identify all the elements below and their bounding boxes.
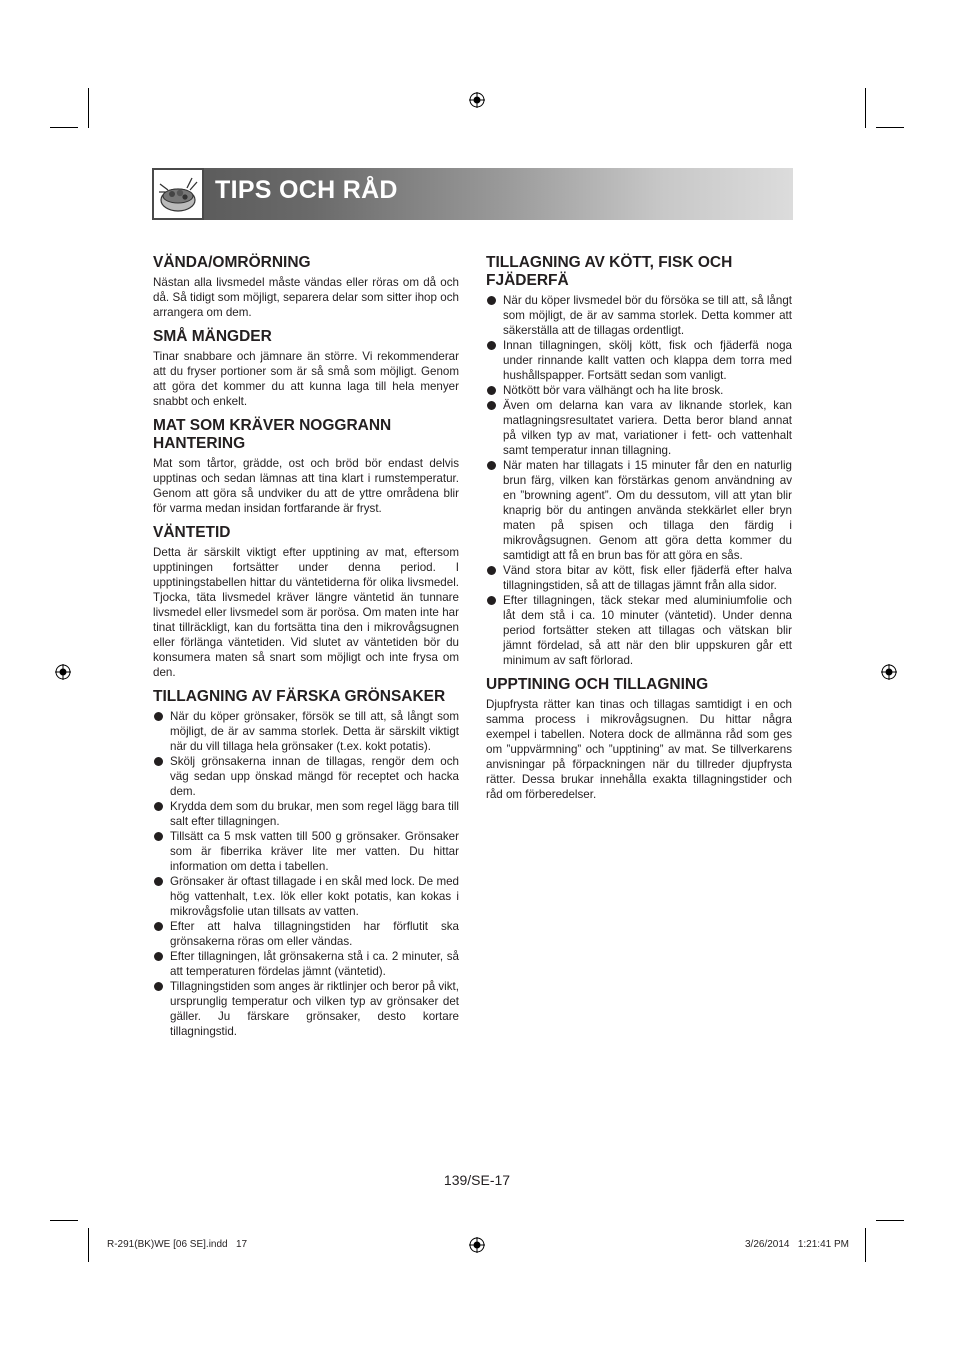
left-column [153,254,459,1047]
crop-mark [876,1220,904,1221]
list-item-text: Tillsätt ca 5 msk vatten till 500 g grönsaker. Grönsaker som är fiberrika kräver lite mer vatten. Du hittar information om detta i tabellen. [170,830,459,873]
bullet-icon [487,401,496,410]
list-item [153,949,459,979]
list-item [153,829,459,874]
list-item-text: Efter att halva tillagningstiden har förflutit ska grönsakerna röras om eller vändas. [170,920,459,948]
section-paragraph: Nästan alla livsmedel måste vändas eller röras om då och då. Så tidigt som möjligt, separera delar som sitter ihop och arrangera om dem. [153,276,459,319]
bullet-icon [154,712,163,721]
bullet-icon [154,982,163,991]
list-item [486,293,792,338]
page-title: TIPS OCH RÅD [215,176,398,204]
crop-mark [50,127,78,128]
crop-mark [876,127,904,128]
bullet-icon [487,296,496,305]
list-item [486,338,792,383]
bullet-icon [487,386,496,395]
vegetable-bowl-icon [152,168,204,220]
registration-mark-icon [55,664,71,680]
bullet-icon [154,757,163,766]
crop-mark [865,1228,866,1262]
list-item-text: Nötkött bör vara välhängt och ha lite brosk. [503,384,724,397]
registration-mark-icon [881,664,897,680]
list-item [153,709,459,754]
list-item [486,593,792,668]
list-item [153,754,459,799]
section-vantetid [153,524,459,680]
list-item-text: Tillagningstiden som anges är riktlinjer och beror på vikt, ursprunglig temperatur och vilken typ av grönsaker det gäller. Ju färskare grönsaker, desto kortare tillagningstid. [170,980,459,1038]
bullet-icon [154,802,163,811]
section-heading: MAT SOM KRÄVER NOGGRANN HANTERING [153,417,392,452]
list-item-text: Skölj grönsakerna innan de tillagas, rengör dem och väg sedan upp önskad mängd för receptet och hacka dem. [170,755,459,798]
section-heading: SMÅ MÄNGDER [153,328,272,345]
section-paragraph: Djupfrysta rätter kan tinas och tillagas samtidigt i en och samma process i mikrovågsugnen. Du hittar några exempel i tabellen. Notera dock de allmänna råd som ges om ”uppvärmning” och ”upptining” av mat. Se tillverkarens anvisningar på förpackningen när du tillreder djupfrysta rätter. Dessa brukar innehålla exakta tillagningstider och råd om förberedelser. [486,698,792,801]
section-paragraph: Detta är särskilt viktigt efter upptining av mat, eftersom upptiningen fortsätter under denna period. I upptiningstabellen hittar du väntetiderna för olika livsmedel. Tjocka, täta livsmedel kräver längre väntetid än tunnare livsmedel eller livsmedel som är porösa. Om maten inte har tinat tillräckligt, kan du fortsätta tina den i mikrovågsugnen eller förlänga väntetiden. Vid slutet av väntetiden bör du konsumera maten så snart som möjligt och inte frysa om den. [153,546,459,679]
section-mat-noggrann [153,417,459,516]
registration-mark-icon [469,1237,485,1253]
bullet-icon [154,832,163,841]
crop-mark [50,1220,78,1221]
bullet-icon [154,922,163,931]
section-paragraph: Mat som tårtor, grädde, ost och bröd bör endast delvis upptinas och sedan lämnas att tina klart i rumstemperatur. Genom att göra så undviker du att de yttre områdena blir för varma medan insidan fortfarande är fryst. [153,457,459,515]
crop-mark [88,1228,89,1262]
list-item [153,799,459,829]
list-item-text: När maten har tillagats i 15 minuter får den en naturlig brun färg, vilken kan förstärkas genom användning av en ”browning agent”. Om du dessutom, vill att ytan blir knaprig bör du antingen använda stekkärlet eller bryn maten på spisen och tillaga den färdig i mikrovågsugnen. Genom att göra detta kommer du samtidigt att få en brun bas för att göra en sås. [503,459,792,562]
section-gronsaker [153,688,459,1039]
bullet-icon [154,877,163,886]
crop-mark [88,88,89,128]
section-heading: TILLAGNING AV FÄRSKA GRÖNSAKER [153,688,446,705]
section-sma-mangder [153,328,459,409]
bullet-icon [487,566,496,575]
section-heading: VÄNDA/OMRÖRNING [153,254,311,271]
timestamp: 3/26/2014 1:21:41 PM [745,1239,849,1250]
bullet-icon [487,341,496,350]
list-item-text: Efter tillagningen, låt grönsakerna stå i ca. 2 minuter, så att temperaturen fördelas jämnt (väntetid). [170,950,459,978]
section-heading: TILLAGNING AV KÖTT, FISK OCH FJÄDERFÄ [486,254,733,289]
list-item-text: Krydda dem som du brukar, men som regel lägg bara till salt efter tillagningen. [170,800,459,828]
page-number: 139/SE-17 [443,1172,511,1188]
list-item [486,383,792,398]
registration-mark-icon [469,92,485,108]
list-item-text: Vänd stora bitar av kött, fisk eller fjäderfä efter halva tillagningstiden, så att de tillagas jämnt från alla sidor. [503,564,792,592]
bullet-icon [154,952,163,961]
file-slug: R-291(BK)WE [06 SE].indd 17 [107,1239,248,1250]
list-item-text: Grönsaker är oftast tillagade i en skål med lock. De med hög vattenhalt, t.ex. lök eller kokt potatis, kan kokas i mikrovågsfolie utan tillsats av vatten. [170,875,459,918]
bullet-list [153,709,459,1039]
list-item-text: Innan tillagningen, skölj kött, fisk och fjäderfä noga under rinnande kallt vatten och klappa dem torra med hushållspapper. Fortsätt sedan som vanligt. [503,339,792,382]
section-vanda [153,254,459,320]
list-item [153,919,459,949]
section-heading: UPPTINING OCH TILLAGNING [486,676,709,693]
list-item-text: Efter tillagningen, täck stekar med aluminiumfolie och låt dem stå i ca. 10 minuter (väntetid). Under denna period fortsätter steken att tillagas och vätskan blir jämnt fördelad, så att när den blir uppskuren går ett minimum av saft förlorad. [503,594,792,667]
list-item [153,979,459,1039]
list-item [153,874,459,919]
bullet-icon [487,596,496,605]
list-item [486,398,792,458]
list-item-text: När du köper grönsaker, försök se till att, så långt som möjligt, de är av samma storlek. Detta är särskilt viktigt när du vill tillaga hela grönsaker (t.ex. kokt potatis). [170,710,459,753]
list-item-text: Även om delarna kan vara av liknande storlek, kan matlagningsresultatet variera. Detta beror bland annat på vilken typ av mat, variationer i fett- och vattenhalt samt temperatur innan tillagning. [503,399,792,457]
right-column [486,254,792,810]
section-heading: VÄNTETID [153,524,231,541]
list-item [486,563,792,593]
section-kott-fisk [486,254,792,668]
crop-mark [865,88,866,128]
bullet-icon [487,461,496,470]
list-item-text: När du köper livsmedel bör du försöka se till att, så långt som möjligt, de är av samma storlek. Detta kommer att säkerställa att de tillagas ordentligt. [503,294,792,337]
section-upptining [486,676,792,802]
bullet-list [486,293,792,668]
section-paragraph: Tinar snabbare och jämnare än större. Vi rekommenderar att du fryser portioner som är så små som möjligt. Genom att göra det kommer du att kunna laga till hela menyer snabbt och enkelt. [153,350,459,408]
list-item [486,458,792,563]
